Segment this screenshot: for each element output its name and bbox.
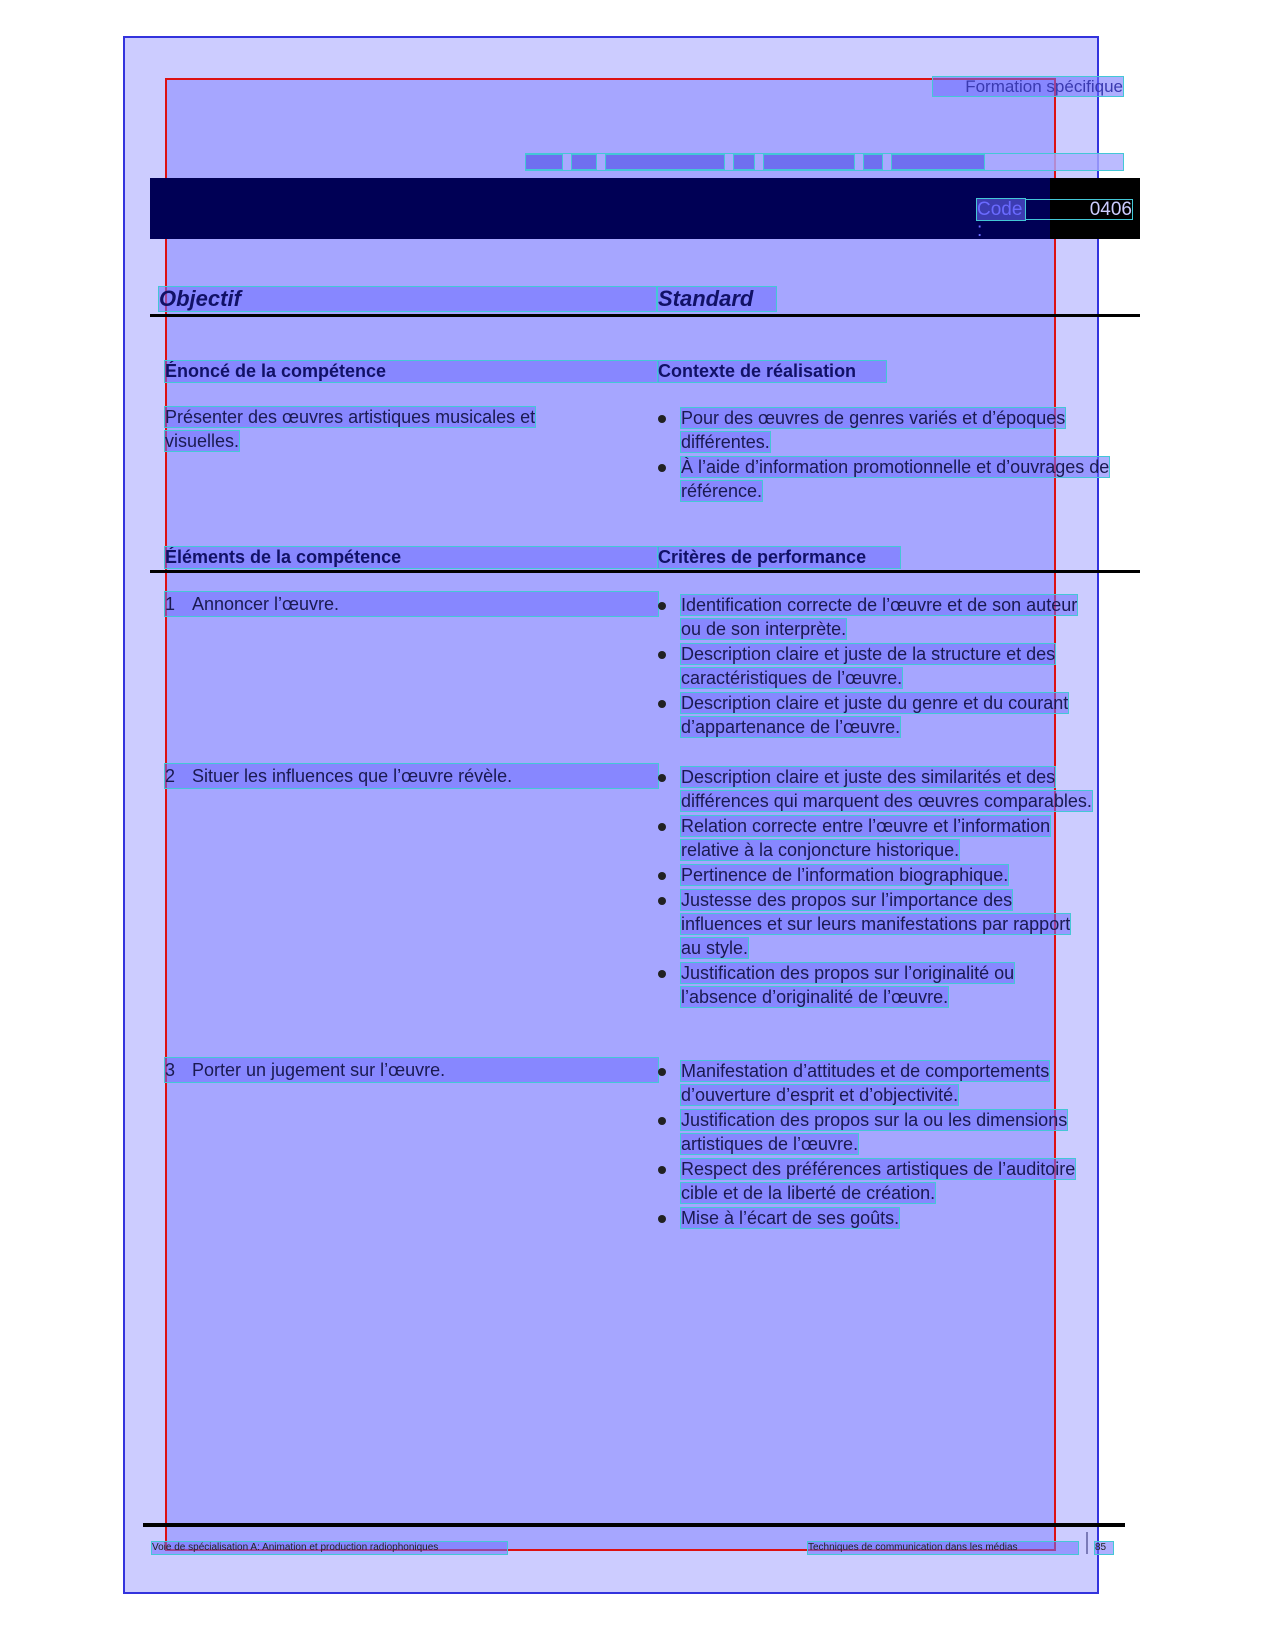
criterion-text: Justification des propos sur la ou les dimensions artistiques de l’œuvre. bbox=[681, 1110, 1068, 1154]
criterion-text: Pertinence de l’information biographique. bbox=[681, 865, 1009, 885]
criterion-item bbox=[658, 765, 1093, 813]
strip-segment bbox=[734, 155, 754, 169]
bullet-icon bbox=[658, 872, 666, 880]
element-number: 3 bbox=[165, 1060, 176, 1080]
bullet-icon bbox=[658, 1166, 666, 1174]
criterion-item bbox=[658, 1206, 1093, 1230]
footer-right: Techniques de communication dans les médias bbox=[808, 1542, 1078, 1554]
element-row bbox=[165, 1058, 658, 1082]
strip-segment bbox=[892, 155, 984, 169]
criterion-text: Identification correcte de l’œuvre et de son auteur ou de son interprète. bbox=[681, 595, 1078, 639]
footer-rule bbox=[143, 1523, 1125, 1527]
criterion-item bbox=[658, 691, 1093, 739]
bullet-icon bbox=[658, 897, 666, 905]
header-bar-navy bbox=[150, 178, 1050, 239]
criteria-list bbox=[658, 593, 1093, 740]
strip-segment bbox=[606, 155, 724, 169]
criterion-item bbox=[658, 863, 1093, 887]
element-label bbox=[165, 1058, 658, 1082]
criterion-text: Respect des préférences artistiques de l’auditoire cible et de la liberté de création. bbox=[681, 1159, 1076, 1203]
criterion-item bbox=[658, 1108, 1093, 1156]
strip-segment bbox=[526, 155, 562, 169]
criteres-heading: Critères de performance bbox=[658, 547, 900, 568]
criterion-item bbox=[658, 593, 1093, 641]
element-text: Situer les influences que l’œuvre révèle. bbox=[192, 766, 513, 786]
enonce-text bbox=[165, 405, 595, 453]
criterion-text: Pour des œuvres de genres variés et d’époques différentes. bbox=[681, 408, 1066, 452]
element-number: 1 bbox=[165, 594, 176, 614]
enonce-text-content: Présenter des œuvres artistiques musicales et visuelles. bbox=[165, 407, 536, 451]
criteria-list bbox=[658, 1059, 1093, 1231]
criterion-text: Manifestation d’attitudes et de comportements d’ouverture d’esprit et d’objectivité. bbox=[681, 1061, 1050, 1105]
element-label bbox=[165, 764, 658, 788]
elements-heading: Éléments de la compétence bbox=[165, 547, 658, 568]
criterion-text: Mise à l’écart de ses goûts. bbox=[681, 1208, 900, 1228]
bullet-icon bbox=[658, 1117, 666, 1125]
strip-segment bbox=[764, 155, 854, 169]
criterion-text: Description claire et juste des similarités et des différences qui marquent des œuvres comparables. bbox=[681, 767, 1092, 811]
criteria-list bbox=[658, 765, 1093, 1010]
objectif-title: Objectif bbox=[159, 287, 656, 311]
criterion-text: Description claire et juste du genre et du courant d’appartenance de l’œuvre. bbox=[681, 693, 1069, 737]
criterion-item bbox=[658, 455, 1128, 503]
formation-label: Formation spécifique bbox=[933, 77, 1123, 96]
criterion-text: Relation correcte entre l’œuvre et l’information relative à la conjoncture historique. bbox=[681, 816, 1051, 860]
criterion-text: Description claire et juste de la structure et des caractéristiques de l’œuvre. bbox=[681, 644, 1056, 688]
criterion-item bbox=[658, 814, 1093, 862]
strip-segment bbox=[864, 155, 882, 169]
bullet-icon bbox=[658, 602, 666, 610]
page-number: 85 bbox=[1095, 1542, 1113, 1554]
element-text: Porter un jugement sur l’œuvre. bbox=[192, 1060, 446, 1080]
element-row bbox=[165, 764, 658, 788]
section-rule bbox=[150, 314, 1140, 317]
bullet-icon bbox=[658, 1068, 666, 1076]
bullet-icon bbox=[658, 823, 666, 831]
bullet-icon bbox=[658, 700, 666, 708]
bullet-icon bbox=[658, 774, 666, 782]
code-value: 0406 bbox=[1089, 199, 1132, 220]
criterion-item bbox=[658, 1157, 1093, 1205]
elements-rule bbox=[150, 570, 1140, 573]
standard-title: Standard bbox=[658, 287, 776, 311]
criterion-text: À l’aide d’information promotionnelle et d’ouvrages de référence. bbox=[681, 457, 1110, 501]
element-label bbox=[165, 592, 658, 616]
criterion-item bbox=[658, 406, 1128, 454]
bullet-icon bbox=[658, 970, 666, 978]
criterion-item bbox=[658, 642, 1093, 690]
code-label: Code : bbox=[977, 199, 1025, 220]
enonce-heading: Énoncé de la compétence bbox=[165, 361, 658, 382]
criterion-text: Justification des propos sur l’originalité ou l’absence d’originalité de l’œuvre. bbox=[681, 963, 1015, 1007]
footer-left: Voie de spécialisation A: Animation et production radiophoniques bbox=[152, 1542, 507, 1554]
bullet-icon bbox=[658, 651, 666, 659]
bullet-icon bbox=[658, 415, 666, 423]
contexte-list bbox=[658, 406, 1128, 504]
footer-separator bbox=[1086, 1532, 1088, 1554]
bullet-icon bbox=[658, 464, 666, 472]
element-text: Annoncer l’œuvre. bbox=[192, 594, 340, 614]
criterion-item bbox=[658, 1059, 1093, 1107]
contexte-heading: Contexte de réalisation bbox=[658, 361, 886, 382]
program-strip bbox=[526, 154, 1123, 170]
criterion-item bbox=[658, 961, 1093, 1009]
criterion-text: Justesse des propos sur l’importance des influences et sur leurs manifestations par rapport au style. bbox=[681, 890, 1071, 958]
strip-segment bbox=[572, 155, 596, 169]
bullet-icon bbox=[658, 1215, 666, 1223]
element-number: 2 bbox=[165, 766, 176, 786]
element-row bbox=[165, 592, 658, 616]
criterion-item bbox=[658, 888, 1093, 960]
